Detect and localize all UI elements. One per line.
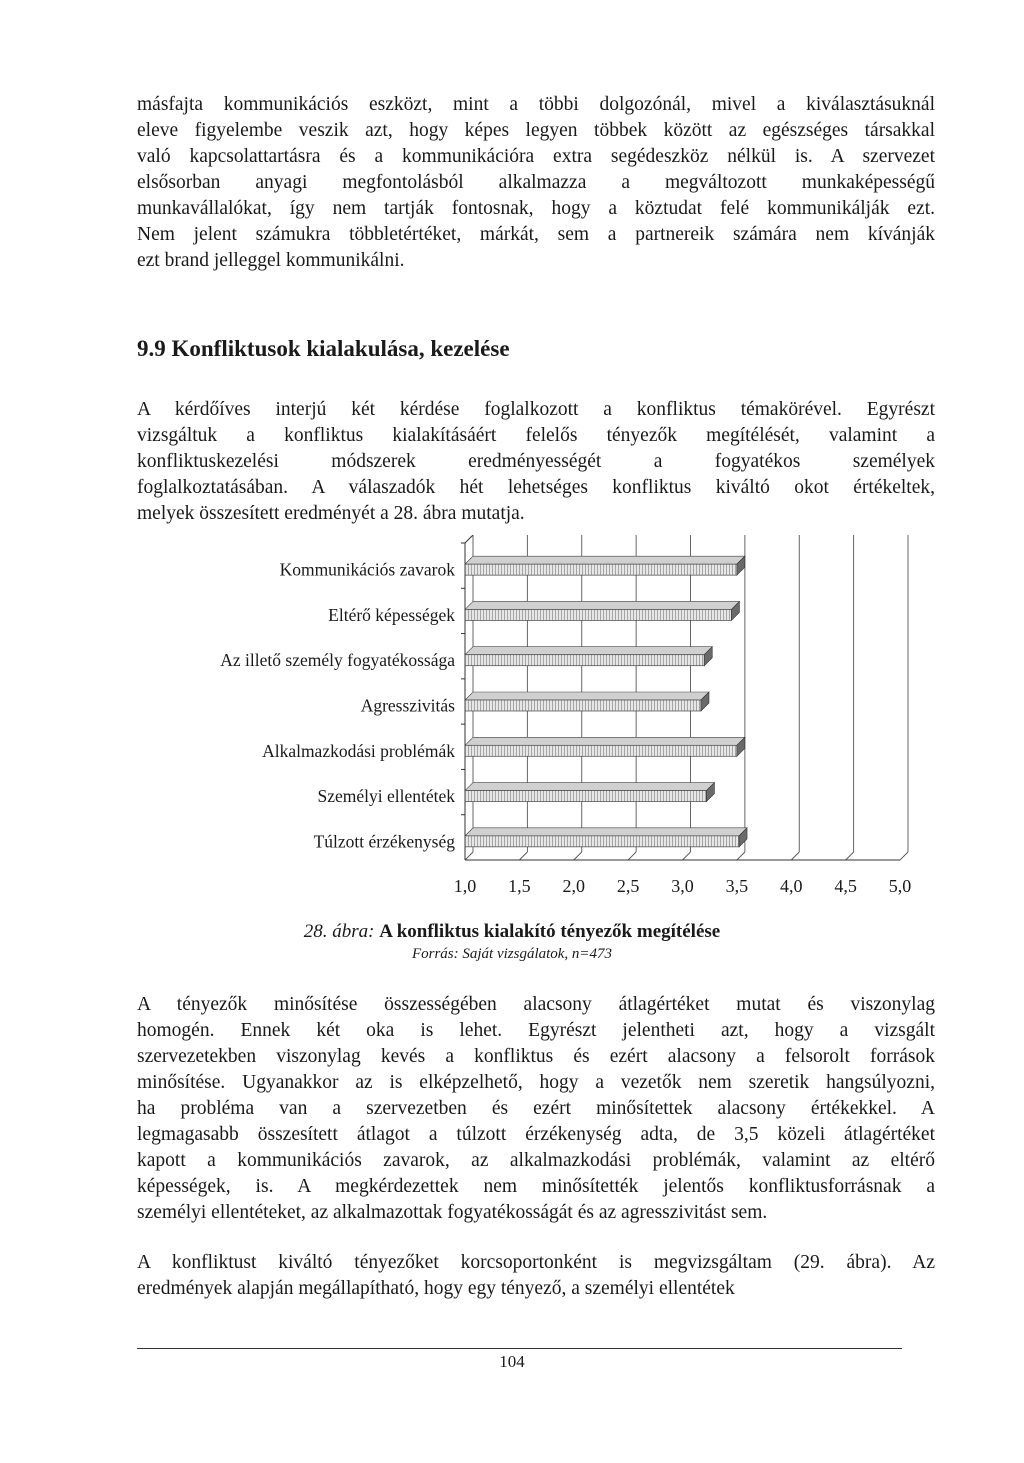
bar-top-face [465,647,712,655]
category-label: Kommunikációs zavarok [279,559,455,580]
section-heading: 9.9 Konfliktusok kialakulása, kezelése [137,336,510,361]
bar-top-face [465,737,745,745]
bar [465,655,704,666]
text-line: A tényezők minősítése összességében alacsony átlagértéket mutat és viszonylag [137,994,935,1015]
category-label: Személyi ellentétek [317,786,455,807]
floor-gridline [737,852,745,860]
floor-gridline [465,852,473,860]
section-intro-paragraph [137,397,935,527]
figure-source: Forrás: Saját vizsgálatok, n=473 [411,946,613,962]
text-line: melyek összesített eredményét a 28. ábra mutatja. [137,503,525,524]
bar [465,700,701,711]
text-line: minősítése. Ugyanakkor az is elképzelhető, hogy a vezetők nem szeretik hangsúlyozni, [137,1072,935,1093]
bar-chart [150,535,920,905]
text-line: A kérdőíves interjú két kérdése foglalkozott a konfliktus témakörével. Egyrészt [137,399,935,420]
text-line: foglalkoztatásában. A válaszadók hét lehetséges konfliktus kiváltó okot értékeltek, [137,477,935,498]
text-line: személyi ellentéteket, az alkalmazottak fogyatékosságát és az agresszivitást sem. [137,1202,768,1223]
text-line: vizsgáltuk a konfliktus kialakításáért felelős tényezők megítélését, valamint a [137,425,935,446]
x-tick-label: 2,5 [616,876,640,896]
category-label: Eltérő képességek [328,604,455,625]
bar-chart-svg [150,535,920,905]
figure-caption [0,921,1024,943]
bar-top-face [465,828,747,836]
x-tick-label: 3,0 [671,876,694,896]
bar [465,564,737,575]
floor-gridline [846,852,854,860]
text-line: Nem jelent számukra többletértéket, márkát, sem a partnereik számára nem kívánják [137,224,935,245]
text-line: munkavállalókat, így nem tartják fontosnak, hogy a köztudat felé kommunikálják ezt. [137,198,935,219]
bar-top-face [465,692,709,700]
text-line: konfliktuskezelési módszerek eredményességét a fogyatékos személyek [137,451,935,472]
text-line: képességek, is. A megkérdezettek nem minősítették jelentős konfliktusforrásnak a [137,1176,935,1197]
text-line: eredmények alapján megállapítható, hogy egy tényező, a személyi ellentétek [137,1278,735,1299]
page-number: 104 [499,1352,525,1371]
depth-line [465,535,473,543]
figure-number: 28. [303,921,328,942]
bar [465,745,737,756]
text-line: ha probléma van a szervezetben és ezért minősítettek alacsony értékekkel. A [137,1098,935,1119]
floor-gridline [628,852,636,860]
intro-paragraph [137,92,935,274]
category-label: Alkalmazkodási problémák [262,740,455,761]
x-tick-label: 4,5 [834,876,857,896]
bar [465,609,731,620]
analysis-paragraph [137,992,935,1226]
bar-top-face [465,601,739,609]
bar-top-face [465,556,745,564]
text-line: szervezetekben viszonylag kevés a konfliktus és ezért alacsony a felsorolt források [137,1046,935,1067]
x-tick-label: 5,0 [888,876,912,896]
bar [465,836,739,847]
category-label: Túlzott érzékenység [313,831,455,852]
text-line: A konfliktust kiváltó tényezőket korcsoportonként is megvizsgáltam (29. ábra). Az [137,1252,935,1273]
floor-gridline [900,852,908,860]
text-line: elsősorban anyagi megfontolásból alkalmazza a megváltozott munkaképességű [137,172,935,193]
x-tick-label: 2,0 [562,876,585,896]
floor-gridline [683,852,691,860]
text-line: homogén. Ennek két oka is lehet. Egyrészt jelentheti azt, hogy a vizsgált [137,1020,935,1041]
followup-paragraph [137,1250,935,1302]
text-line: másfajta kommunikációs eszközt, mint a többi dolgozónál, mivel a kiválasztásuknál [137,94,935,115]
bar [465,791,706,802]
floor-gridline [791,852,799,860]
text-line: eleve figyelembe veszik azt, hogy képes legyen többek között az egészséges társakkal [137,120,935,141]
figure-label: ábra: [332,921,375,942]
floor-gridline [574,852,582,860]
text-line: ezt brand jelleggel kommunikálni. [137,250,405,271]
floor-gridline [519,852,527,860]
category-label: Az illető személy fogyatékossága [220,650,455,671]
text-line: legmagasabb összesített átlagot a túlzott érzékenység adta, de 3,5 közeli átlagértéket [137,1124,935,1145]
x-tick-label: 1,5 [508,876,531,896]
figure-title: A konfliktus kialakító tényezők megítélése [379,921,721,942]
bar-top-face [465,783,714,791]
category-label: Agresszivitás [360,695,455,716]
x-tick-label: 1,0 [453,876,477,896]
footer-divider [137,1348,902,1349]
x-tick-label: 4,0 [780,876,803,896]
text-line: való kapcsolattartásra és a kommunikációra extra segédeszköz nélkül is. A szervezet [137,146,935,167]
text-line: kapott a kommunikációs zavarok, az alkalmazkodási problémák, valamint az eltérő [137,1150,935,1171]
x-tick-label: 3,5 [725,876,749,896]
